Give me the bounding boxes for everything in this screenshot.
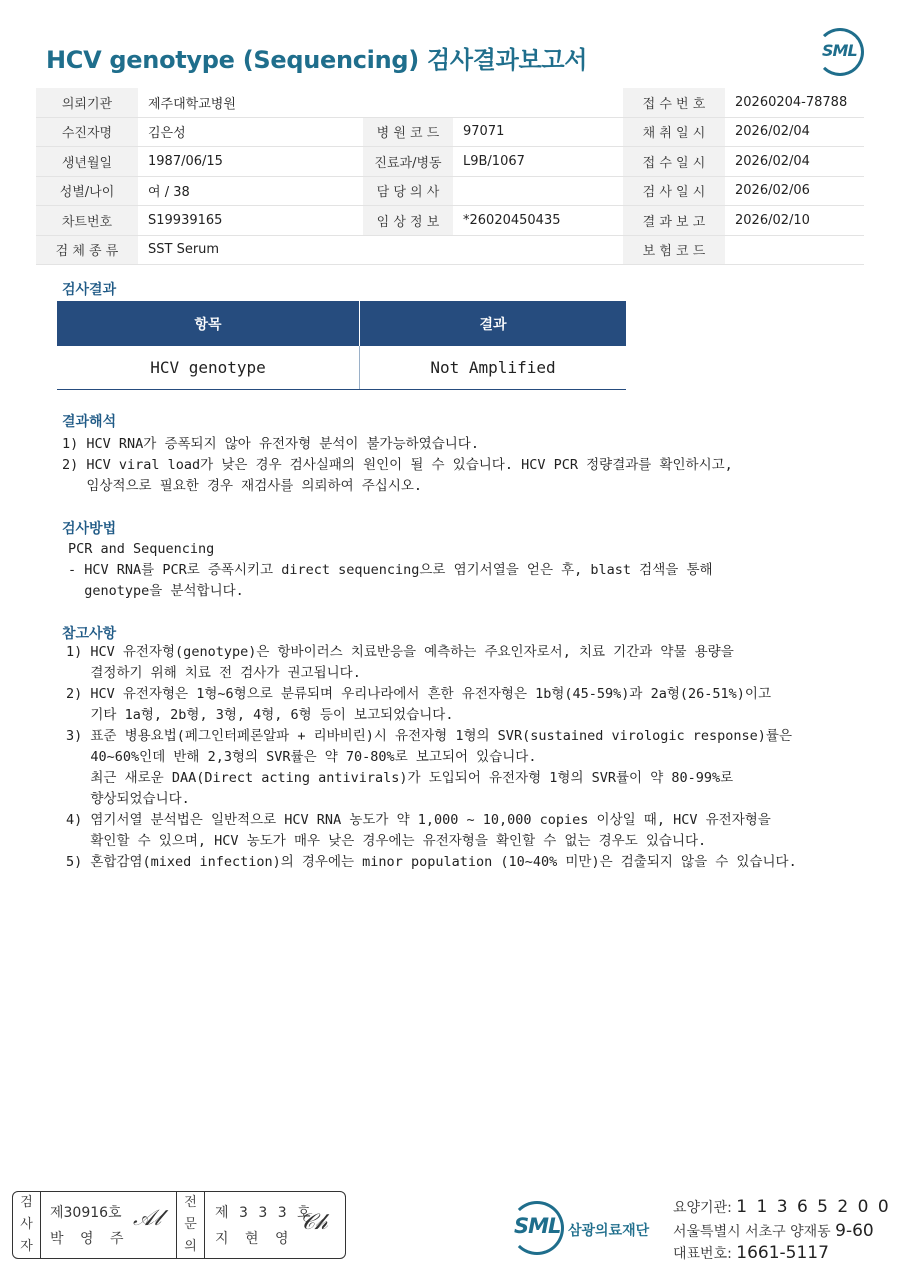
institution-code: 요양기관: 1 1 3 6 5 2 0 0	[673, 1197, 891, 1217]
text-line: genotype을 분석합니다.	[68, 583, 244, 599]
info-label: 임 상 정 보	[363, 206, 453, 236]
method-heading: 검사방법	[62, 521, 117, 537]
sml-logo: SML	[816, 28, 862, 74]
info-label: 검 체 종 류	[36, 235, 138, 265]
info-value: 2026/02/04	[725, 147, 864, 177]
info-value: 2026/02/06	[725, 176, 864, 206]
info-value: S19939165	[138, 206, 363, 236]
info-label	[363, 88, 453, 117]
info-label: 결 과 보 고	[623, 206, 725, 236]
text-line: 5) 혼합감염(mixed infection)의 경우에는 minor population (10~40% 미만)은 검출되지 않을 수 있습니다.	[66, 854, 797, 870]
info-value: L9B/1067	[453, 147, 623, 177]
interpretation-text	[62, 434, 733, 497]
info-value: 여 / 38	[138, 176, 363, 206]
text-line: 최근 새로운 DAA(Direct acting antivirals)가 도입되어 유전자형 1형의 SVR률이 약 80-99%로	[66, 770, 734, 786]
text-line: 2) HCV viral load가 낮은 경우 검사실패의 원인이 될 수 있습니다. HCV PCR 정량결과를 확인하시고,	[62, 457, 733, 473]
info-value: 2026/02/10	[725, 206, 864, 236]
tester-name: 박 영 주	[50, 1231, 130, 1247]
result-item: HCV genotype	[57, 346, 360, 390]
col-header-result: 결과	[360, 301, 627, 346]
info-label: 보 험 코 드	[623, 235, 725, 265]
table-row	[36, 147, 864, 177]
text-line: 임상적으로 필요한 경우 재검사를 의뢰하여 주십시오.	[62, 478, 423, 494]
table-row	[36, 176, 864, 206]
info-value: 20260204-78788	[725, 88, 864, 117]
text-line: 1) HCV 유전자형(genotype)은 항바이러스 치료반응을 예측하는 주요인자로서, 치료 기간과 약물 용량을	[66, 644, 734, 660]
text-line: 결정하기 위해 치료 전 검사가 권고됩니다.	[66, 665, 361, 681]
text-line: 3) 표준 병용요법(페그인터페론알파 + 리바비린)시 유전자형 1형의 SVR(sustained virologic response)률은	[66, 728, 792, 744]
info-value: 97071	[453, 117, 623, 147]
text-line: 향상되었습니다.	[66, 791, 190, 807]
specialist-label: 전 문 의	[184, 1195, 197, 1254]
result-table	[57, 301, 626, 390]
info-value	[453, 88, 623, 117]
col-header-item: 항목	[57, 301, 360, 346]
info-label: 검 사 일 시	[623, 176, 725, 206]
info-label: 채 취 일 시	[623, 117, 725, 147]
patient-info-table	[36, 88, 864, 265]
notes-text	[66, 642, 797, 873]
table-row	[57, 346, 626, 390]
table-row	[36, 206, 864, 236]
info-label: 차트번호	[36, 206, 138, 236]
interpretation-heading: 결과해석	[62, 414, 117, 430]
text-line: 2) HCV 유전자형은 1형~6형으로 분류되며 우리나라에서 흔한 유전자형은 1b형(45-59%)과 2a형(26-51%)이고	[66, 686, 771, 702]
info-label: 병 원 코 드	[363, 117, 453, 147]
info-value: SST Serum	[138, 235, 363, 265]
info-value	[725, 235, 864, 265]
info-label: 접 수 일 시	[623, 147, 725, 177]
org-name: 삼광의료재단	[568, 1223, 650, 1239]
info-label: 접 수 번 호	[623, 88, 725, 117]
table-row	[36, 235, 864, 265]
info-value	[453, 176, 623, 206]
specialist-signature: 𝒞𝒽	[299, 1210, 328, 1235]
text-line: 4) 염기서열 분석법은 일반적으로 HCV RNA 농도가 약 1,000 ~ 10,000 copies 이상일 때, HCV 유전자형을	[66, 812, 771, 828]
specialist-license: 제 3 3 3 호	[215, 1205, 314, 1221]
info-label: 생년월일	[36, 147, 138, 177]
info-label: 의뢰기관	[36, 88, 138, 117]
info-label	[363, 235, 453, 265]
address: 서울특별시 서초구 양재동 9-60	[673, 1221, 874, 1241]
result-heading: 검사결과	[62, 282, 117, 298]
tester-label: 검 사 자	[20, 1195, 33, 1254]
sml-footer-logo: SML 삼광의료재단	[510, 1201, 670, 1257]
text-line: PCR and Sequencing	[68, 541, 215, 557]
info-label: 담 당 의 사	[363, 176, 453, 206]
tester-license: 제30916호	[50, 1205, 122, 1221]
phone: 대표번호: 1661-5117	[673, 1243, 829, 1263]
text-line: 40~60%인데 반해 2,3형의 SVR률은 약 70-80%로 보고되어 있습니다.	[66, 749, 537, 765]
method-text	[68, 539, 713, 602]
info-value: 2026/02/04	[725, 117, 864, 147]
text-line: 기타 1a형, 2b형, 3형, 4형, 6형 등이 보고되었습니다.	[66, 707, 454, 723]
info-label: 수진자명	[36, 117, 138, 147]
info-value: 1987/06/15	[138, 147, 363, 177]
info-label: 성별/나이	[36, 176, 138, 206]
info-label: 진료과/병동	[363, 147, 453, 177]
text-line: 1) HCV RNA가 증폭되지 않아 유전자형 분석이 불가능하였습니다.	[62, 436, 479, 452]
info-value: *26020450435	[453, 206, 623, 236]
table-row	[36, 88, 864, 117]
result-value: Not Amplified	[360, 346, 627, 390]
info-value: 김은성	[138, 117, 363, 147]
signature-stamp	[12, 1191, 346, 1259]
tester-signature: 𝒜𝓁	[133, 1206, 162, 1231]
notes-heading: 참고사항	[62, 626, 117, 642]
info-value	[453, 235, 623, 265]
info-value: 제주대학교병원	[138, 88, 363, 117]
table-row	[36, 117, 864, 147]
text-line: 확인할 수 있으며, HCV 농도가 매우 낮은 경우에는 유전자형을 확인할 수 없는 경우도 있습니다.	[66, 833, 707, 849]
specialist-name: 지 현 영	[215, 1231, 295, 1247]
text-line: - HCV RNA를 PCR로 증폭시키고 direct sequencing으로 염기서열을 얻은 후, blast 검색을 통해	[68, 562, 713, 578]
report-title: HCV genotype (Sequencing) 검사결과보고서	[46, 46, 588, 74]
